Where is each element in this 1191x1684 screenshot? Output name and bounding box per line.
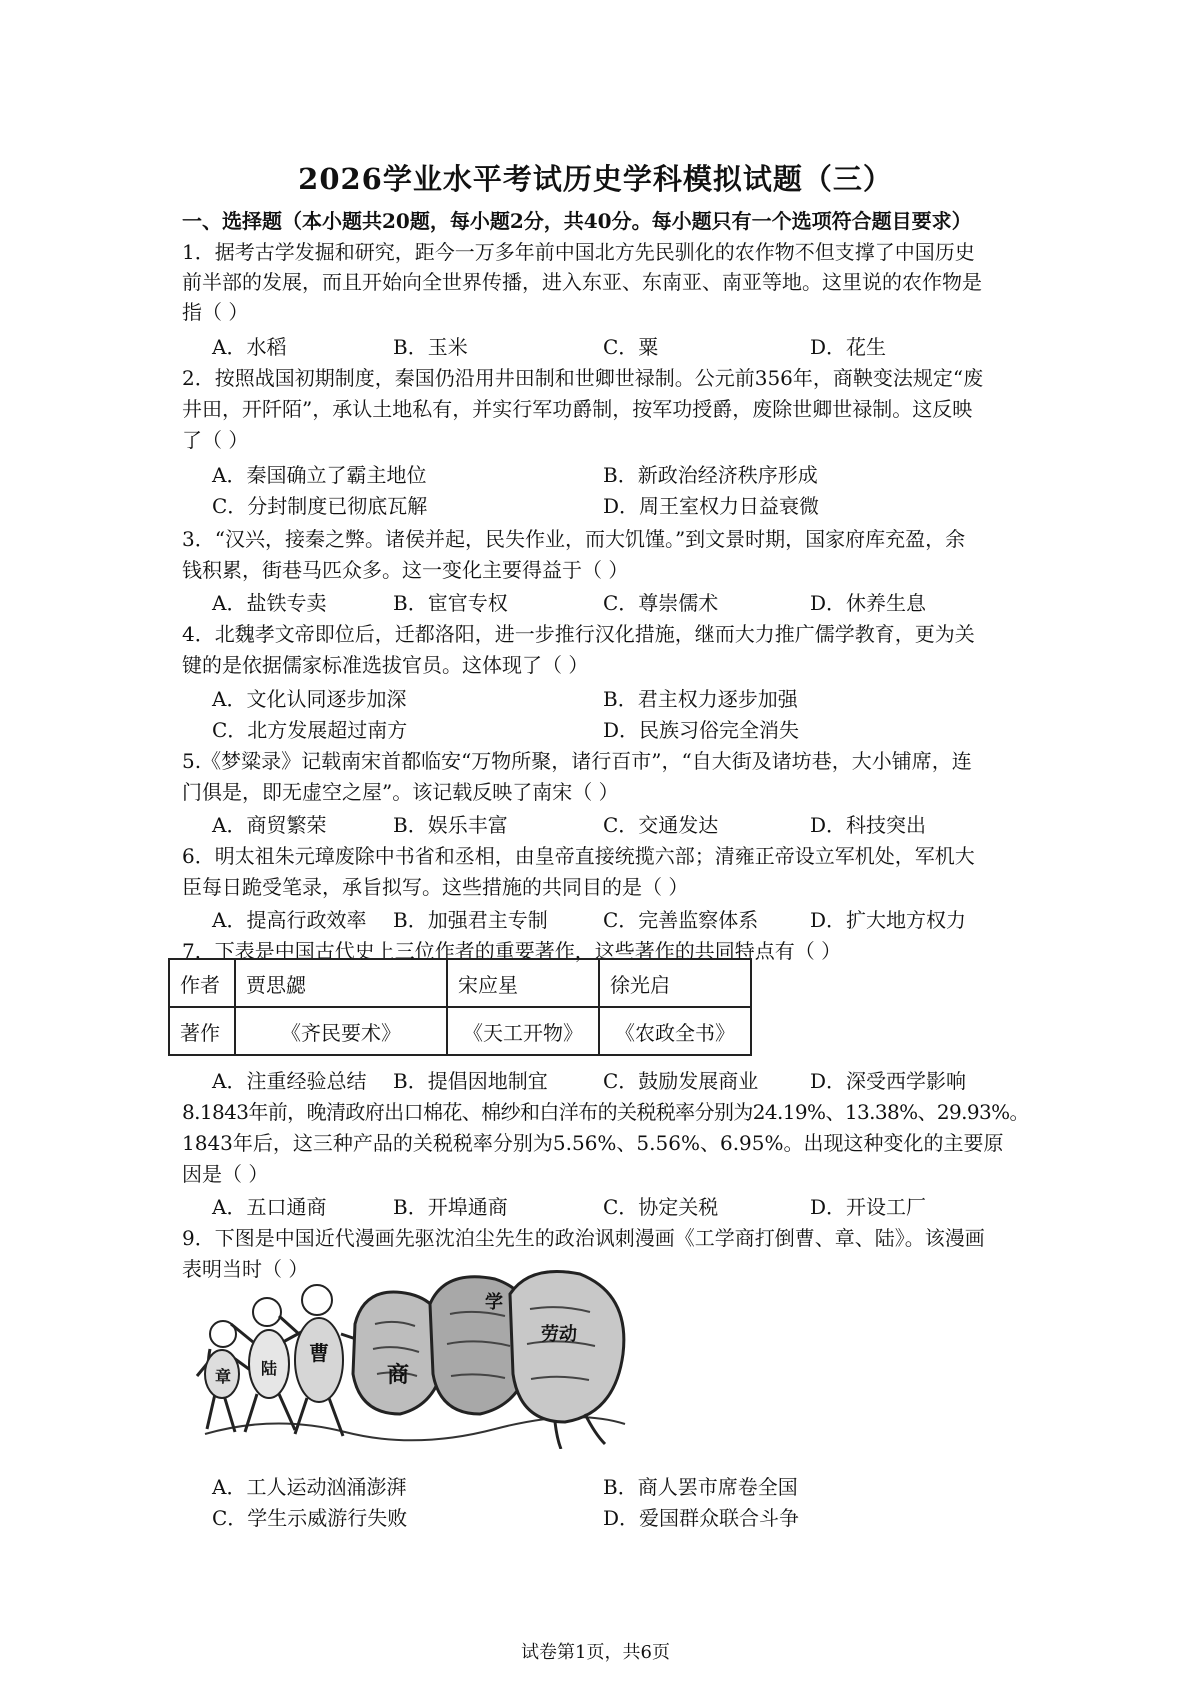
q9-option-c[interactable]: C．学生示威游行失败: [212, 1506, 408, 1530]
q3-option-d[interactable]: D．休养生息: [810, 591, 927, 615]
q2-option-d[interactable]: D．周王室权力日益衰微: [603, 494, 820, 518]
table-row: [169, 1007, 751, 1055]
q6-option-c[interactable]: C．完善监察体系: [603, 908, 759, 932]
q4-option-b[interactable]: B．君主权力逐步加强: [603, 687, 798, 711]
q7-stem-line-1: 7．下表是中国古代史上三位作者的重要著作，这些著作的共同特点有（ ）: [182, 939, 842, 963]
q5-option-a[interactable]: A．商贸繁荣: [212, 813, 327, 837]
exam-title: 2026学业水平考试历史学科模拟试题（三）: [298, 162, 893, 196]
q3-option-b[interactable]: B．宦官专权: [393, 591, 508, 615]
q8-option-a[interactable]: A．五口通商: [212, 1195, 327, 1219]
q7-option-c[interactable]: C．鼓励发展商业: [603, 1069, 759, 1093]
q3-option-c[interactable]: C．尊崇儒术: [603, 591, 719, 615]
table-cell: 作者: [169, 959, 235, 1007]
q6-option-b[interactable]: B．加强君主专制: [393, 908, 548, 932]
table-cell: 《天工开物》: [447, 1007, 599, 1055]
q7-option-d[interactable]: D．深受西学影响: [810, 1069, 967, 1093]
cartoon-label-lu: 陆: [261, 1359, 278, 1378]
q8-stem-line-1: 8.1843年前，晚清政府出口棉花、棉纱和白洋布的关税税率分别为24.19%、13.38%、29.93%。: [182, 1100, 1029, 1124]
q1-option-d[interactable]: D．花生: [810, 335, 887, 359]
q4-stem-line-2: 键的是依据儒家标准选拔官员。这体现了（ ）: [182, 653, 589, 677]
q4-option-c[interactable]: C．北方发展超过南方: [212, 718, 408, 742]
table-cell: 徐光启: [599, 959, 751, 1007]
q7-option-a[interactable]: A．注重经验总结: [212, 1069, 367, 1093]
q1-option-a[interactable]: A．水稻: [212, 335, 287, 359]
q9-stem-line-2: 表明当时（ ）: [182, 1257, 309, 1281]
cartoon-label-xue: 学: [485, 1292, 503, 1313]
q6-stem-line-1: 6．明太祖朱元璋废除中书省和丞相，由皇帝直接统揽六部；清雍正帝设立军机处，军机大: [182, 844, 975, 868]
cartoon-label-cao: 曹: [309, 1341, 329, 1365]
cartoon-label-shang: 商: [387, 1362, 410, 1388]
q6-option-d[interactable]: D．扩大地方权力: [810, 908, 967, 932]
table-cell: 宋应星: [447, 959, 599, 1007]
q8-option-b[interactable]: B．开埠通商: [393, 1195, 508, 1219]
page-footer: 试卷第1页，共6页: [521, 1642, 670, 1663]
q4-option-d[interactable]: D．民族习俗完全消失: [603, 718, 800, 742]
q9-stem-line-1: 9．下图是中国近代漫画先驱沈泊尘先生的政治讽刺漫画《工学商打倒曹、章、陆》。该漫画: [182, 1226, 985, 1250]
q8-option-c[interactable]: C．协定关税: [603, 1195, 719, 1219]
cartoon-label-zhang: 章: [215, 1367, 232, 1386]
q5-option-b[interactable]: B．娱乐丰富: [393, 813, 508, 837]
q9-option-a[interactable]: A．工人运动汹涌澎湃: [212, 1475, 407, 1499]
q5-option-d[interactable]: D．科技突出: [810, 813, 927, 837]
q9-option-d[interactable]: D．爱国群众联合斗争: [603, 1506, 800, 1530]
authors-works-table: [168, 958, 752, 1056]
cartoon-label-laodong: 劳动: [541, 1324, 577, 1345]
q4-option-a[interactable]: A．文化认同逐步加深: [212, 687, 407, 711]
q3-stem-line-1: 3．“汉兴，接秦之弊。诸侯并起，民失作业，而大饥馑。”到文景时期，国家府库充盈，余: [182, 527, 966, 551]
q8-stem-line-2: 1843年后，这三种产品的关税税率分别为5.56%、5.56%、6.95%。出现这种变化的主要原: [182, 1131, 1004, 1155]
q2-stem-line-1: 2．按照战国初期制度，秦国仍沿用井田制和世卿世禄制。公元前356年，商鞅变法规定“废: [182, 366, 984, 390]
q9-option-b[interactable]: B．商人罢市席卷全国: [603, 1475, 798, 1499]
political-cartoon-image: [195, 1264, 635, 1449]
q4-stem-line-1: 4．北魏孝文帝即位后，迁都洛阳，进一步推行汉化措施，继而大力推广儒学教育，更为关: [182, 622, 975, 646]
q8-option-d[interactable]: D．开设工厂: [810, 1195, 927, 1219]
q7-option-b[interactable]: B．提倡因地制宜: [393, 1069, 548, 1093]
q1-stem-line-2: 前半部的发展，而且开始向全世界传播，进入东亚、东南亚、南亚等地。这里说的农作物是: [182, 270, 982, 294]
q5-stem-line-2: 门俱是，即无虚空之屋”。该记载反映了南宋（ ）: [182, 780, 619, 804]
q1-option-c[interactable]: C．粟: [603, 335, 659, 359]
q3-stem-line-2: 钱积累，街巷马匹众多。这一变化主要得益于（ ）: [182, 558, 629, 582]
q5-stem-line-1: 5.《梦粱录》记载南宋首都临安“万物所聚，诸行百市”，“自大街及诸坊巷，大小铺席，连: [182, 749, 972, 773]
q2-option-b[interactable]: B．新政治经济秩序形成: [603, 463, 818, 487]
q1-option-b[interactable]: B．玉米: [393, 335, 468, 359]
table-cell: 《齐民要术》: [235, 1007, 447, 1055]
q1-stem-line-1: 1．据考古学发掘和研究，距今一万多年前中国北方先民驯化的农作物不但支撑了中国历史: [182, 240, 975, 264]
q3-option-a[interactable]: A．盐铁专卖: [212, 591, 327, 615]
table-cell: 贾思勰: [235, 959, 447, 1007]
q2-stem-line-2: 井田，开阡陌”，承认土地私有，并实行军功爵制，按军功授爵，废除世卿世禄制。这反映: [182, 397, 973, 421]
q5-option-c[interactable]: C．交通发达: [603, 813, 719, 837]
q8-stem-line-3: 因是（ ）: [182, 1162, 269, 1186]
q2-option-a[interactable]: A．秦国确立了霸主地位: [212, 463, 427, 487]
q2-stem-line-3: 了（ ）: [182, 428, 249, 452]
q6-stem-line-2: 臣每日跪受笔录，承旨拟写。这些措施的共同目的是（ ）: [182, 875, 689, 899]
q1-stem-line-3: 指（ ）: [182, 300, 249, 324]
q2-option-c[interactable]: C．分封制度已彻底瓦解: [212, 494, 428, 518]
table-cell: 著作: [169, 1007, 235, 1055]
q6-option-a[interactable]: A．提高行政效率: [212, 908, 367, 932]
table-row: [169, 959, 751, 1007]
table-cell: 《农政全书》: [599, 1007, 751, 1055]
section-heading: 一、选择题（本小题共20题，每小题2分，共40分。每小题只有一个选项符合题目要求）: [182, 209, 972, 233]
